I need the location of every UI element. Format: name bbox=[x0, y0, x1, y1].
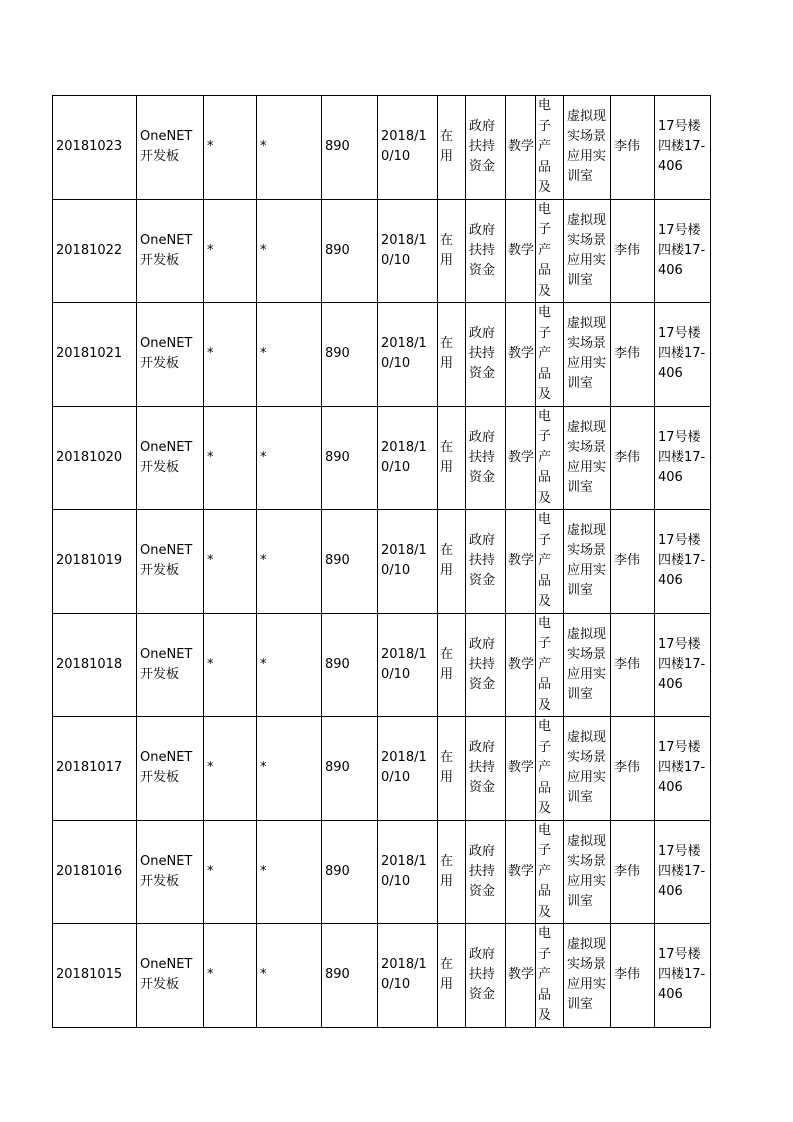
asset-name-cell: OneNET开发板 bbox=[137, 96, 204, 200]
location-cell: 17号楼四楼17-406 bbox=[655, 717, 711, 821]
custodian-cell: 李伟 bbox=[611, 303, 655, 407]
funding-source-cell: 政府扶持资金 bbox=[466, 96, 506, 200]
custodian-cell: 李伟 bbox=[611, 924, 655, 1028]
purchase-date-cell: 2018/10/10 bbox=[378, 924, 438, 1028]
brand-cell: * bbox=[204, 924, 257, 1028]
usage-cell: 教学 bbox=[506, 510, 536, 614]
status-cell: 在用 bbox=[438, 613, 466, 717]
funding-source-cell: 政府扶持资金 bbox=[466, 613, 506, 717]
usage-cell: 教学 bbox=[506, 96, 536, 200]
purchase-date-cell: 2018/10/10 bbox=[378, 199, 438, 303]
model-cell: * bbox=[257, 820, 322, 924]
lab-cell: 虚拟现实场景应用实训室 bbox=[564, 199, 611, 303]
location-cell: 17号楼四楼17-406 bbox=[655, 820, 711, 924]
price-cell: 890 bbox=[322, 613, 378, 717]
asset-id-cell: 20181016 bbox=[53, 820, 137, 924]
brand-cell: * bbox=[204, 406, 257, 510]
brand-cell: * bbox=[204, 199, 257, 303]
lab-cell: 虚拟现实场景应用实训室 bbox=[564, 820, 611, 924]
status-cell: 在用 bbox=[438, 820, 466, 924]
brand-cell: * bbox=[204, 820, 257, 924]
price-cell: 890 bbox=[322, 96, 378, 200]
location-cell: 17号楼四楼17-406 bbox=[655, 303, 711, 407]
category-cell: 电子产品及 bbox=[536, 924, 564, 1028]
lab-cell: 虚拟现实场景应用实训室 bbox=[564, 924, 611, 1028]
usage-cell: 教学 bbox=[506, 924, 536, 1028]
purchase-date-cell: 2018/10/10 bbox=[378, 96, 438, 200]
model-cell: * bbox=[257, 303, 322, 407]
table-row bbox=[53, 717, 711, 821]
table-row bbox=[53, 406, 711, 510]
category-cell: 电子产品及 bbox=[536, 199, 564, 303]
model-cell: * bbox=[257, 96, 322, 200]
price-cell: 890 bbox=[322, 924, 378, 1028]
funding-source-cell: 政府扶持资金 bbox=[466, 303, 506, 407]
location-cell: 17号楼四楼17-406 bbox=[655, 406, 711, 510]
status-cell: 在用 bbox=[438, 303, 466, 407]
asset-name-cell: OneNET开发板 bbox=[137, 924, 204, 1028]
usage-cell: 教学 bbox=[506, 717, 536, 821]
asset-id-cell: 20181018 bbox=[53, 613, 137, 717]
custodian-cell: 李伟 bbox=[611, 717, 655, 821]
funding-source-cell: 政府扶持资金 bbox=[466, 510, 506, 614]
funding-source-cell: 政府扶持资金 bbox=[466, 199, 506, 303]
price-cell: 890 bbox=[322, 199, 378, 303]
asset-id-cell: 20181015 bbox=[53, 924, 137, 1028]
status-cell: 在用 bbox=[438, 510, 466, 614]
location-cell: 17号楼四楼17-406 bbox=[655, 510, 711, 614]
table-row bbox=[53, 199, 711, 303]
funding-source-cell: 政府扶持资金 bbox=[466, 820, 506, 924]
status-cell: 在用 bbox=[438, 96, 466, 200]
asset-name-cell: OneNET开发板 bbox=[137, 613, 204, 717]
table-row bbox=[53, 96, 711, 200]
price-cell: 890 bbox=[322, 303, 378, 407]
lab-cell: 虚拟现实场景应用实训室 bbox=[564, 406, 611, 510]
purchase-date-cell: 2018/10/10 bbox=[378, 303, 438, 407]
location-cell: 17号楼四楼17-406 bbox=[655, 199, 711, 303]
model-cell: * bbox=[257, 924, 322, 1028]
custodian-cell: 李伟 bbox=[611, 510, 655, 614]
usage-cell: 教学 bbox=[506, 406, 536, 510]
price-cell: 890 bbox=[322, 717, 378, 821]
table-row bbox=[53, 820, 711, 924]
status-cell: 在用 bbox=[438, 199, 466, 303]
category-cell: 电子产品及 bbox=[536, 717, 564, 821]
model-cell: * bbox=[257, 613, 322, 717]
category-cell: 电子产品及 bbox=[536, 613, 564, 717]
usage-cell: 教学 bbox=[506, 303, 536, 407]
custodian-cell: 李伟 bbox=[611, 199, 655, 303]
lab-cell: 虚拟现实场景应用实训室 bbox=[564, 96, 611, 200]
asset-table-body bbox=[53, 96, 711, 1028]
model-cell: * bbox=[257, 199, 322, 303]
asset-id-cell: 20181019 bbox=[53, 510, 137, 614]
model-cell: * bbox=[257, 406, 322, 510]
funding-source-cell: 政府扶持资金 bbox=[466, 406, 506, 510]
asset-name-cell: OneNET开发板 bbox=[137, 303, 204, 407]
purchase-date-cell: 2018/10/10 bbox=[378, 406, 438, 510]
lab-cell: 虚拟现实场景应用实训室 bbox=[564, 717, 611, 821]
purchase-date-cell: 2018/10/10 bbox=[378, 510, 438, 614]
asset-name-cell: OneNET开发板 bbox=[137, 717, 204, 821]
funding-source-cell: 政府扶持资金 bbox=[466, 924, 506, 1028]
lab-cell: 虚拟现实场景应用实训室 bbox=[564, 303, 611, 407]
asset-id-cell: 20181020 bbox=[53, 406, 137, 510]
category-cell: 电子产品及 bbox=[536, 303, 564, 407]
custodian-cell: 李伟 bbox=[611, 613, 655, 717]
custodian-cell: 李伟 bbox=[611, 820, 655, 924]
price-cell: 890 bbox=[322, 406, 378, 510]
custodian-cell: 李伟 bbox=[611, 96, 655, 200]
purchase-date-cell: 2018/10/10 bbox=[378, 613, 438, 717]
lab-cell: 虚拟现实场景应用实训室 bbox=[564, 510, 611, 614]
asset-table bbox=[52, 95, 711, 1028]
status-cell: 在用 bbox=[438, 406, 466, 510]
asset-id-cell: 20181022 bbox=[53, 199, 137, 303]
table-row bbox=[53, 510, 711, 614]
asset-name-cell: OneNET开发板 bbox=[137, 510, 204, 614]
model-cell: * bbox=[257, 717, 322, 821]
category-cell: 电子产品及 bbox=[536, 406, 564, 510]
brand-cell: * bbox=[204, 613, 257, 717]
usage-cell: 教学 bbox=[506, 613, 536, 717]
location-cell: 17号楼四楼17-406 bbox=[655, 613, 711, 717]
asset-id-cell: 20181023 bbox=[53, 96, 137, 200]
status-cell: 在用 bbox=[438, 924, 466, 1028]
brand-cell: * bbox=[204, 717, 257, 821]
table-row bbox=[53, 924, 711, 1028]
brand-cell: * bbox=[204, 303, 257, 407]
custodian-cell: 李伟 bbox=[611, 406, 655, 510]
status-cell: 在用 bbox=[438, 717, 466, 821]
asset-name-cell: OneNET开发板 bbox=[137, 820, 204, 924]
asset-id-cell: 20181021 bbox=[53, 303, 137, 407]
purchase-date-cell: 2018/10/10 bbox=[378, 820, 438, 924]
funding-source-cell: 政府扶持资金 bbox=[466, 717, 506, 821]
location-cell: 17号楼四楼17-406 bbox=[655, 96, 711, 200]
price-cell: 890 bbox=[322, 820, 378, 924]
asset-id-cell: 20181017 bbox=[53, 717, 137, 821]
category-cell: 电子产品及 bbox=[536, 510, 564, 614]
table-row bbox=[53, 303, 711, 407]
model-cell: * bbox=[257, 510, 322, 614]
lab-cell: 虚拟现实场景应用实训室 bbox=[564, 613, 611, 717]
usage-cell: 教学 bbox=[506, 820, 536, 924]
brand-cell: * bbox=[204, 96, 257, 200]
brand-cell: * bbox=[204, 510, 257, 614]
category-cell: 电子产品及 bbox=[536, 96, 564, 200]
price-cell: 890 bbox=[322, 510, 378, 614]
usage-cell: 教学 bbox=[506, 199, 536, 303]
table-row bbox=[53, 613, 711, 717]
asset-name-cell: OneNET开发板 bbox=[137, 199, 204, 303]
purchase-date-cell: 2018/10/10 bbox=[378, 717, 438, 821]
category-cell: 电子产品及 bbox=[536, 820, 564, 924]
asset-name-cell: OneNET开发板 bbox=[137, 406, 204, 510]
location-cell: 17号楼四楼17-406 bbox=[655, 924, 711, 1028]
